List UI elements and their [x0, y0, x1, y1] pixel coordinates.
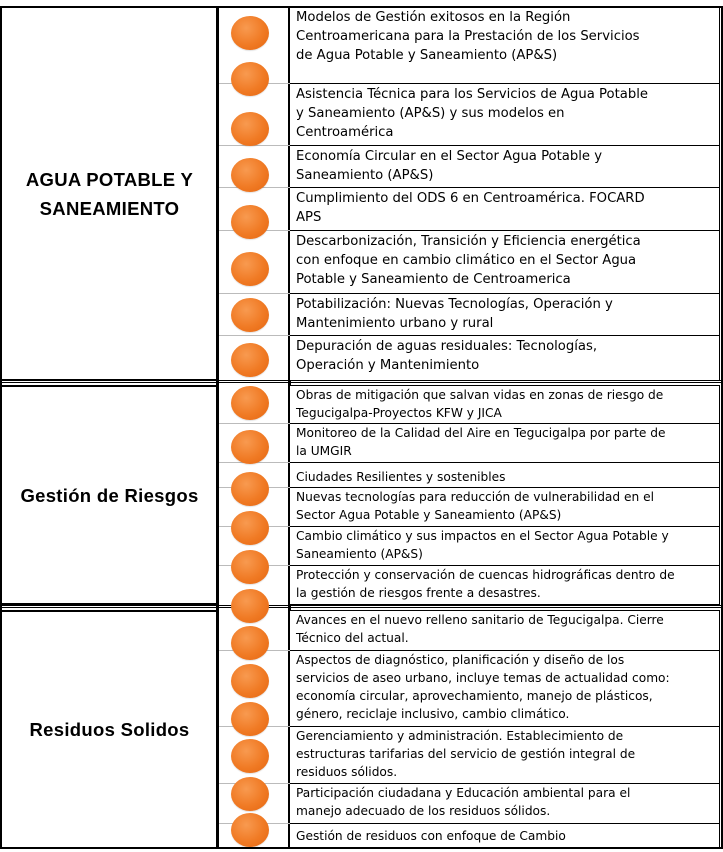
- topic-line: Gerenciamiento y administración. Establecimiento de: [296, 729, 624, 743]
- topic-line: APS: [296, 210, 322, 225]
- topic-item: [290, 423, 720, 463]
- topic-line: Tegucigalpa-Proyectos KFW y JICA: [296, 406, 502, 420]
- topic-line: la gestión de riesgos frente a desastres.: [296, 586, 541, 600]
- topic-line: Descarbonización, Transición y Eficiencia energética: [296, 234, 641, 249]
- topic-line: Depuración de aguas residuales: Tecnologías,: [296, 339, 598, 354]
- category-label-line: Residuos Solidos: [29, 719, 190, 740]
- orange-circle-icon: [231, 386, 269, 420]
- topic-item: [290, 526, 720, 566]
- topic-line: Sector Agua Potable y Saneamiento (AP&S): [296, 508, 562, 522]
- orange-circle-icon: [231, 664, 269, 698]
- orange-circle-icon: [231, 511, 269, 545]
- topic-line: Centroamericana para la Prestación de los Servicios: [296, 29, 640, 44]
- orange-circle-icon: [231, 777, 269, 811]
- topic-item: [290, 610, 720, 651]
- orange-circle-icon: [231, 472, 269, 506]
- topic-item: [290, 230, 720, 294]
- topic-line: Operación y Mantenimiento: [296, 358, 480, 373]
- orange-circle-icon: [231, 550, 269, 584]
- topic-line: Modelos de Gestión exitosos en la Región: [296, 10, 571, 25]
- topic-item: [290, 565, 720, 605]
- topic-item: [290, 83, 720, 146]
- orange-circle-icon: [231, 158, 269, 192]
- topic-line: Nuevas tecnologías para reducción de vulnerabilidad en el: [296, 490, 654, 504]
- orange-circle-icon: [231, 16, 269, 50]
- topic-line: de Agua Potable y Saneamiento (AP&S): [296, 48, 558, 63]
- category-agua-potable: [0, 6, 217, 381]
- topic-line: Saneamiento (AP&S): [296, 547, 423, 561]
- topic-item: [290, 726, 720, 784]
- topic-line: Cumplimiento del ODS 6 en Centroamérica. FOCARD: [296, 191, 645, 206]
- topic-line: Economía Circular en el Sector Agua Potable y: [296, 149, 603, 164]
- topic-line: y Saneamiento (AP&S) y sus modelos en: [296, 106, 565, 121]
- topic-line: género, reciclaje inclusivo, cambio climático.: [296, 707, 570, 721]
- orange-circle-icon: [231, 589, 269, 623]
- orange-circle-icon: [231, 343, 269, 377]
- topic-line: Obras de mitigación que salvan vidas en zonas de riesgo de: [296, 388, 664, 402]
- topic-line: Cambio climático y sus impactos en el Sector Agua Potable y: [296, 529, 669, 543]
- topic-item: [290, 462, 720, 488]
- orange-circle-icon: [231, 62, 269, 96]
- topic-line: Técnico del actual.: [296, 631, 409, 645]
- rail-left-border: [216, 6, 219, 849]
- topic-line: Asistencia Técnica para los Servicios de Agua Potable: [296, 87, 648, 102]
- category-residuos-solidos: [0, 610, 217, 849]
- topic-line: Participación ciudadana y Educación ambiental para el: [296, 786, 631, 800]
- topic-line: con enfoque en cambio climático en el Sector Agua: [296, 253, 637, 268]
- topic-line: residuos sólidos.: [296, 765, 398, 779]
- topic-line: Ciudades Resilientes y sostenibles: [296, 470, 506, 484]
- category-label-line: AGUA POTABLE Y: [25, 168, 194, 190]
- topic-line: la UMGIR: [296, 444, 352, 458]
- orange-circle-icon: [231, 430, 269, 464]
- topic-line: Potabilización: Nuevas Tecnologías, Operación y: [296, 297, 613, 312]
- topic-line: estructuras tarifarias del servicio de gestión integral de: [296, 747, 636, 761]
- rail-row-line: [219, 335, 290, 336]
- topic-item: [290, 650, 720, 727]
- topic-line: servicios de aseo urbano, incluye temas de actualidad como:: [296, 671, 670, 685]
- orange-circle-icon: [231, 298, 269, 332]
- topic-line: economía circular, aprovechamiento, manejo de plásticos,: [296, 689, 653, 703]
- category-label-line: SANEAMIENTO: [39, 197, 180, 219]
- topic-line: Monitoreo de la Calidad del Aire en Tegucigalpa por parte de: [296, 426, 666, 440]
- topic-item: [290, 293, 720, 336]
- topic-line: Protección y conservación de cuencas hidrográficas dentro de: [296, 568, 675, 582]
- rail-row-line: [219, 423, 290, 424]
- topic-line: Aspectos de diagnóstico, planificación y diseño de los: [296, 653, 625, 667]
- orange-circle-icon: [231, 112, 269, 146]
- orange-circle-icon: [231, 702, 269, 736]
- topic-item: [290, 335, 720, 381]
- topic-item: [290, 487, 720, 527]
- topic-line: Mantenimiento urbano y rural: [296, 316, 494, 331]
- topic-item: [290, 187, 720, 231]
- category-label-line: Gestión de Riesgos: [20, 484, 199, 506]
- section-divider: [0, 605, 723, 608]
- category-gestion-riesgos: [0, 385, 217, 605]
- orange-circle-icon: [231, 205, 269, 239]
- topic-line: Potable y Saneamiento de Centroamerica: [296, 272, 571, 287]
- topic-item: [290, 145, 720, 188]
- rail-row-line: [219, 293, 290, 294]
- orange-circle-icon: [231, 252, 269, 286]
- topic-item: [290, 783, 720, 824]
- orange-circle-icon: [231, 626, 269, 660]
- topic-item: [290, 385, 720, 424]
- orange-circle-icon: [231, 739, 269, 773]
- topic-line: Centroamérica: [296, 125, 394, 140]
- topic-line: Gestión de residuos con enfoque de Cambio: [296, 829, 566, 843]
- topic-item: [290, 6, 720, 84]
- topic-line: Saneamiento (AP&S): [296, 168, 434, 183]
- orange-circle-icon: [231, 813, 269, 847]
- topic-item: [290, 823, 720, 849]
- topic-line: Avances en el nuevo relleno sanitario de Tegucigalpa. Cierre: [296, 613, 664, 627]
- topic-line: manejo adecuado de los residuos sólidos.: [296, 804, 551, 818]
